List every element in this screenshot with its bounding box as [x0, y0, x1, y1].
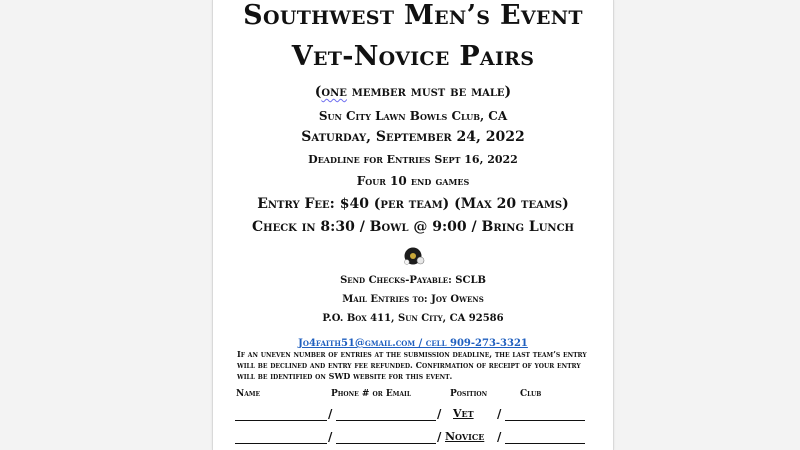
title-line-2: Vet-Novice Pairs	[291, 41, 535, 72]
separator: /	[328, 430, 333, 444]
lawn-bowls-balls-icon	[403, 246, 425, 266]
phone-email-field[interactable]	[336, 431, 436, 444]
header-phone: Phone # or Email	[331, 389, 412, 399]
separator: /	[328, 407, 333, 421]
subtitle-one: one	[321, 84, 347, 100]
event-date: Saturday, September 24, 2022	[301, 129, 525, 145]
document-page	[212, 0, 614, 450]
header-name: Name	[236, 389, 261, 399]
separator: /	[437, 430, 442, 444]
subtitle-rest: member must be male)	[346, 84, 512, 100]
send-checks: Send Checks-Payable: SCLB	[340, 275, 486, 286]
separator: /	[497, 430, 502, 444]
position-vet: Vet	[453, 407, 474, 420]
deadline: Deadline for Entries Sept 16, 2022	[308, 153, 518, 166]
separator: /	[437, 407, 442, 421]
phone-email-field[interactable]	[336, 408, 436, 421]
subtitle	[213, 84, 613, 100]
mail-entries: Mail Entries to: Joy Owens	[342, 294, 484, 305]
header-club: Club	[520, 389, 542, 399]
contact-email-link[interactable]: Jo4faith51@gmail.com / cell 909-273-3321	[298, 338, 528, 349]
title-line-1: Southwest Men’s Event	[243, 0, 583, 31]
entry-fee: Entry Fee: $40 (per team) (Max 20 teams)	[257, 196, 569, 212]
club-field[interactable]	[505, 408, 585, 421]
separator: /	[497, 407, 502, 421]
entry-row-vet	[235, 408, 591, 422]
name-field[interactable]	[235, 408, 327, 421]
position-novice: Novice	[445, 430, 485, 443]
games: Four 10 end games	[356, 174, 470, 188]
po-box: P.O. Box 411, Sun City, CA 92586	[322, 313, 504, 324]
contact-line	[213, 331, 613, 350]
entry-row-novice	[235, 431, 591, 445]
subtitle-open: (	[314, 84, 322, 100]
notice-paragraph: If an uneven number of entries at the submission deadline, the last team’s entry will be declined and entry fee refunded. Confirmation of receipt of your entry will be identified on SWD website for this event.	[237, 349, 587, 381]
venue: Sun City Lawn Bowls Club, CA	[318, 109, 508, 123]
check-in: Check in 8:30 / Bowl @ 9:00 / Bring Lunch	[252, 219, 574, 235]
header-position: Position	[450, 389, 488, 399]
name-field[interactable]	[235, 431, 327, 444]
club-field[interactable]	[505, 431, 585, 444]
